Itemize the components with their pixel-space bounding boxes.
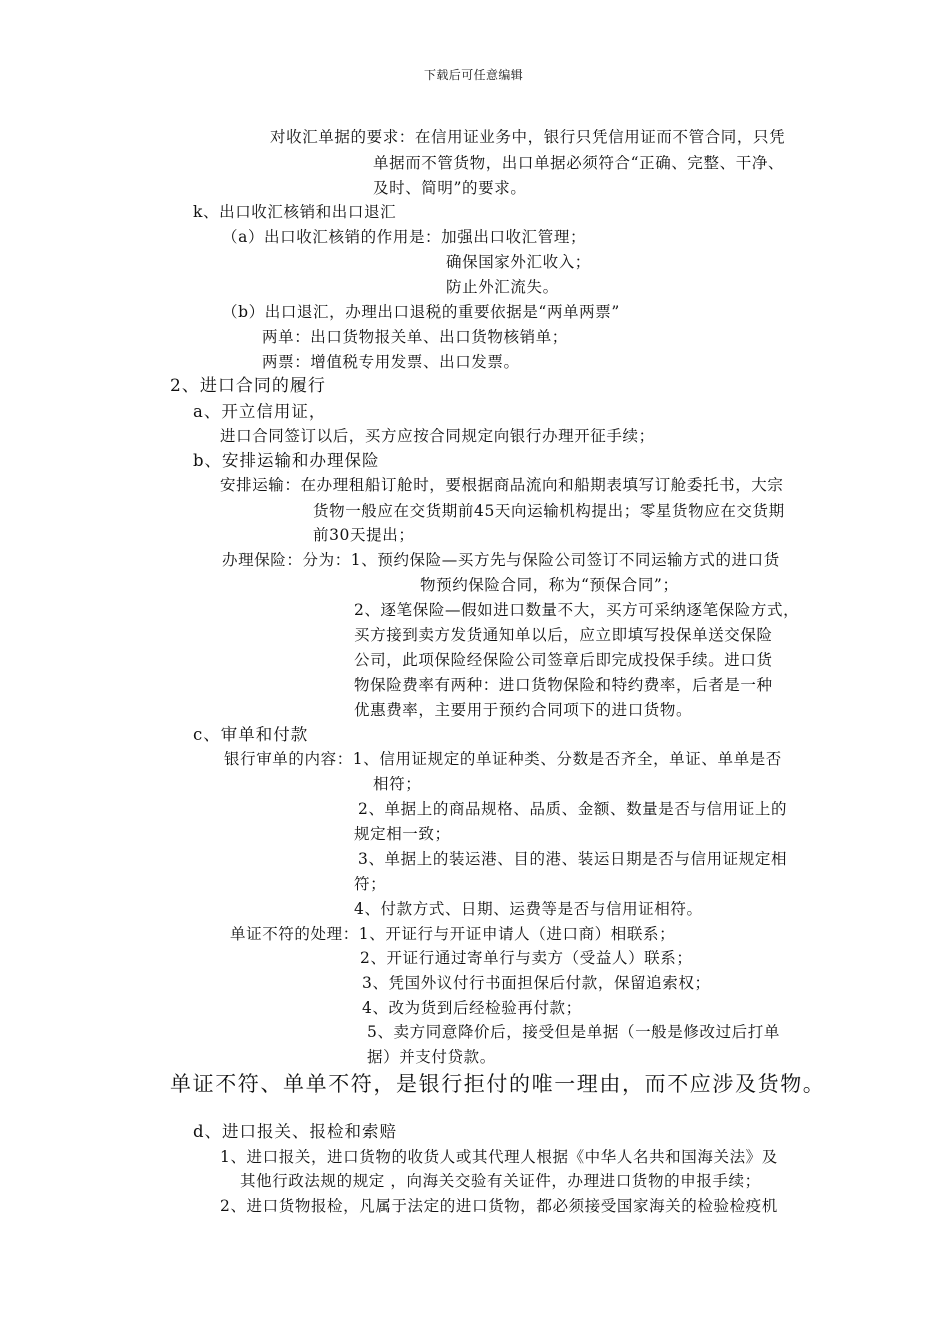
discrepancy-handling-line-4: 4、改为货到后经检验再付款；: [362, 999, 582, 1017]
discrepancy-handling-line-5: 5、卖方同意降价后，接受但是单据（一般是修改过后打单: [367, 1023, 780, 1041]
insurance-line-5: 公司，此项保险经保险公司签章后即完成投保手续。进口货: [354, 651, 773, 669]
discrepancy-handling-line-2: 2、开证行通过寄单行与卖方（受益人）联系；: [360, 949, 693, 967]
customs-declaration-line-1: 1、进口报关，进口货物的收货人或其代理人根据《中华人名共和国海关法》及: [220, 1148, 778, 1166]
insurance-line-6: 物保险费率有两种：进口货物保险和特约费率，后者是一种: [354, 676, 773, 694]
section-d-heading: d、进口报关、报检和索赔: [193, 1122, 398, 1141]
bank-review-line-5: 3、单据上的装运港、目的港、装运日期是否与信用证规定相: [358, 850, 788, 868]
receipt-docs-requirement-line-2: 单据而不管货物，出口单据必须符合“正确、完整、干净、: [373, 154, 785, 172]
receipt-docs-requirement-line-1: 对收汇单据的要求：在信用证业务中，银行只凭信用证而不管合同，只凭: [270, 128, 786, 146]
insurance-line-2: 物预约保险合同，称为“预保合同”；: [420, 576, 679, 594]
insurance-line-1: 办理保险：分为：1、预约保险—买方先与保险公司签订不同运输方式的进口货: [222, 551, 780, 569]
bank-review-line-3: 2、单据上的商品规格、品质、金额、数量是否与信用证上的: [358, 800, 788, 818]
section-a-body: 进口合同签订以后，买方应按合同规定向银行办理开征手续；: [220, 427, 655, 445]
customs-declaration-line-2: 其他行政法规的规定 ，向海关交验有关证件，办理进口货物的申报手续；: [240, 1172, 761, 1190]
insurance-line-4: 买方接到卖方发货通知单以后，应立即填写投保单送交保险: [354, 626, 773, 644]
verification-purpose-line-3: 防止外汇流失。: [446, 278, 559, 296]
bank-review-line-2: 相符；: [373, 775, 422, 793]
bank-review-line-6: 符；: [354, 875, 387, 893]
tax-refund-basis: （b）出口退汇，办理出口退税的重要依据是“两单两票”: [222, 303, 620, 321]
shipping-arrangement-line-1: 安排运输：在办理租船订舱时，要根据商品流向和船期表填写订舱委托书，大宗: [220, 476, 784, 494]
verification-purpose-line-1: （a）出口收汇核销的作用是：加强出口收汇管理；: [222, 228, 587, 246]
receipt-docs-requirement-line-3: 及时、简明”的要求。: [373, 179, 527, 197]
inspection-line-1: 2、进口货物报检，凡属于法定的进口货物，都必须接受国家海关的检验检疫机: [220, 1197, 778, 1215]
section-b-heading: b、安排运输和办理保险: [193, 451, 380, 470]
insurance-line-3: 2、逐笔保险—假如进口数量不大，买方可采纳逐笔保险方式，: [354, 601, 800, 619]
bank-review-line-4: 规定相一致；: [354, 825, 451, 843]
insurance-line-7: 优惠费率，主要用于预约合同项下的进口货物。: [354, 701, 693, 719]
discrepancy-handling-line-3: 3、凭国外议付行书面担保后付款，保留追索权；: [362, 974, 711, 992]
section-a-heading: a、开立信用证，: [193, 402, 327, 421]
two-documents: 两单：出口货物报关单、出口货物核销单；: [262, 328, 568, 346]
page-header: 下载后可任意编辑: [424, 68, 524, 82]
bank-review-line-7: 4、付款方式、日期、运费等是否与信用证相符。: [354, 900, 703, 918]
verification-purpose-line-2: 确保国家外汇收入；: [446, 253, 591, 271]
discrepancy-handling-line-6: 据）并支付贷款。: [367, 1048, 496, 1066]
discrepancy-handling-line-1: 单证不符的处理：1、开证行与开证申请人（进口商）相联系；: [230, 925, 676, 943]
section-k-heading: k、出口收汇核销和出口退汇: [193, 203, 397, 221]
bank-review-line-1: 银行审单的内容：1、信用证规定的单证种类、分数是否齐全，单证、单单是否: [224, 750, 782, 768]
section-2-heading: 2、进口合同的履行: [170, 376, 326, 396]
shipping-arrangement-line-3: 前30天提出；: [313, 526, 415, 544]
shipping-arrangement-line-2: 货物一般应在交货期前45天向运输机构提出；零星货物应在交货期: [313, 502, 785, 520]
two-invoices: 两票：增值税专用发票、出口发票。: [262, 353, 520, 371]
refusal-principle: 单证不符、单单不符，是银行拒付的唯一理由，而不应涉及货物。: [170, 1072, 826, 1096]
section-c-heading: c、审单和付款: [193, 725, 309, 744]
